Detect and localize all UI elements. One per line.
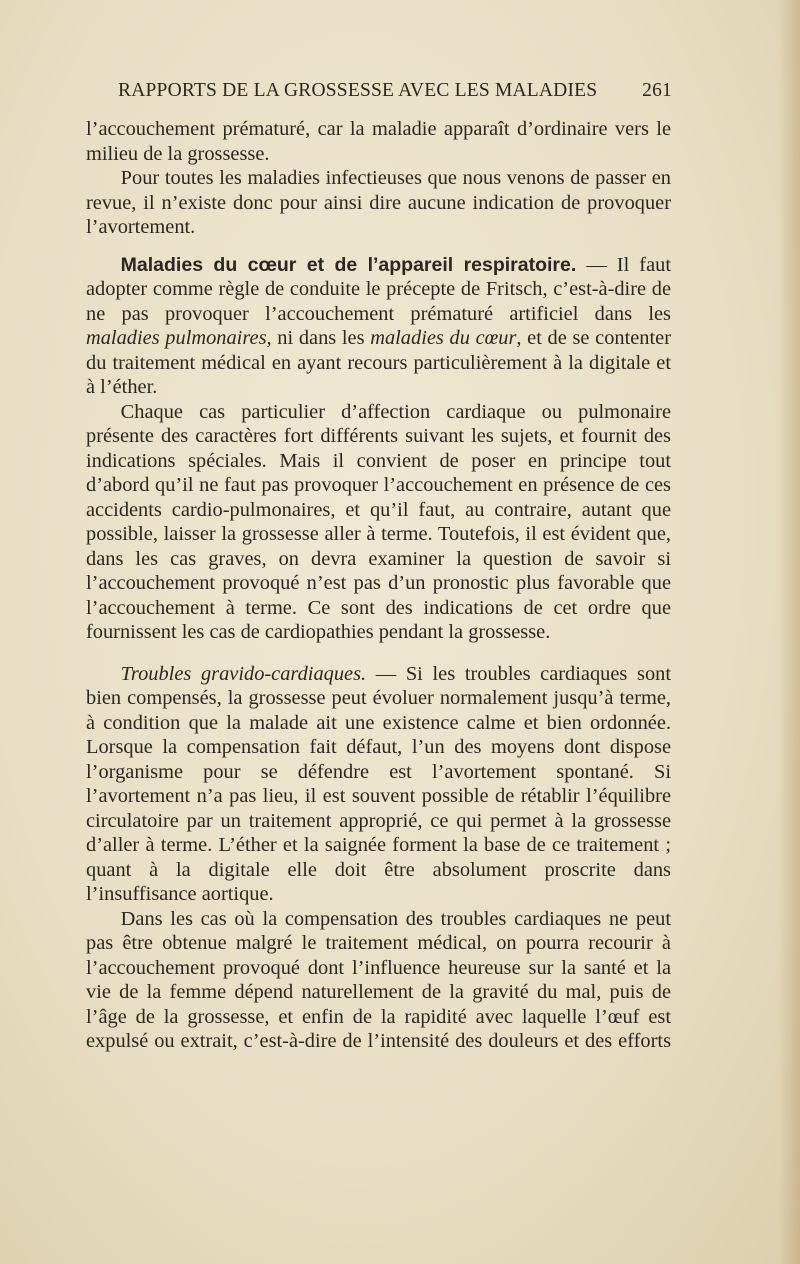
paragraph-compensation: Dans les cas où la compensation des troubles cardiaques ne peut pas être obtenue malgré le traitement médical, on pourra recourir à l’accouchement provoqué dont l’influence heureuse sur la santé et la vie de la femme dépend naturellement de la gravité du mal, puis de l’âge de la grossesse, et enfin de la rapidité avec laquelle l’œuf est expulsé ou extrait, c’est-à-dire de l’intensité des douleurs et des efforts [86,907,671,1052]
emphasis-cardiac: maladies du cœur [370,327,517,349]
paragraph-infectious-diseases: Pour toutes les maladies infectieuses que nous venons de passer en revue, il n’existe donc pour ainsi dire aucune indication de provoquer l’avortement. [86,167,671,238]
paragraph-text: — Il faut adopter comme règle de conduite le précepte de Fritsch, c’est-à-dire de ne pas provoquer l’accouchement prématuré artificiel dans les [86,253,671,325]
paragraph-particular-cases: Chaque cas particulier d’affection cardiaque ou pulmonaire présente des caractères fort différents suivant les sujets, et fournit des indications spéciales. Mais il convient de poser en principe tout d’abord qu’il ne faut pas provoquer l’accouchement en présence de ces accidents cardio-pulmonaires, et qu’il faut, au contraire, autant que possible, laisser la grossesse aller à terme. Toutefois, il est évident que, dans les cas graves, on devra examiner la question de savoir si l’accouchement provoqué n’est pas d’un pronostic plus favorable que l’accouchement à terme. Ce sont des indications de cet ordre que fournissent les cas de cardiopathies pendant la grossesse. [86,400,671,643]
emphasis-pulmonary: maladies pulmonaires [86,327,267,349]
running-header [112,74,672,104]
paragraph-text: , ni dans les [266,327,371,349]
body-text [86,117,671,1054]
paragraph-gravido-cardiac [86,662,671,907]
paragraph-text: — Si les troubles cardiaques sont bien compensés, la grossesse peut évoluer normalement jusqu’à terme, à condition que la malade ait une existence calme et bien ordonnée. Lorsque la compensation fait défaut, l’un des moyens dont dispose l’organisme pour se défendre est l’avortement spontané. Si l’avortement n’a pas lieu, il est souvent possible de rétablir l’équilibre circulatoire par un traitement approprié, ce qui permet à la grossesse d’aller à terme. L’éther et la saignée forment la base de ce traitement ; quant à la digitale elle doit être absolument proscrite dans l’insuffisance aortique. [86,662,671,905]
page-number: 261 [642,80,672,101]
section-heading-heart-lung: Maladies du cœur et de l’appareil respiratoire. [120,253,577,276]
page-edge-shadow [778,0,800,1264]
paragraph-continuation: l’accouchement prématuré, car la maladie apparaît d’ordinaire vers le milieu de la grossesse. [86,118,671,165]
running-title: RAPPORTS DE LA GROSSESSE AVEC LES MALADIES [118,80,598,101]
subsection-heading-gravido-cardiac: Troubles gravido-cardiaques. [120,662,367,685]
paragraph-heart-lung-diseases [86,253,671,400]
paragraph-text: , et de se contenter du traitement médical en ayant recours particulièrement à la digitale et à l’éther. [86,327,672,398]
